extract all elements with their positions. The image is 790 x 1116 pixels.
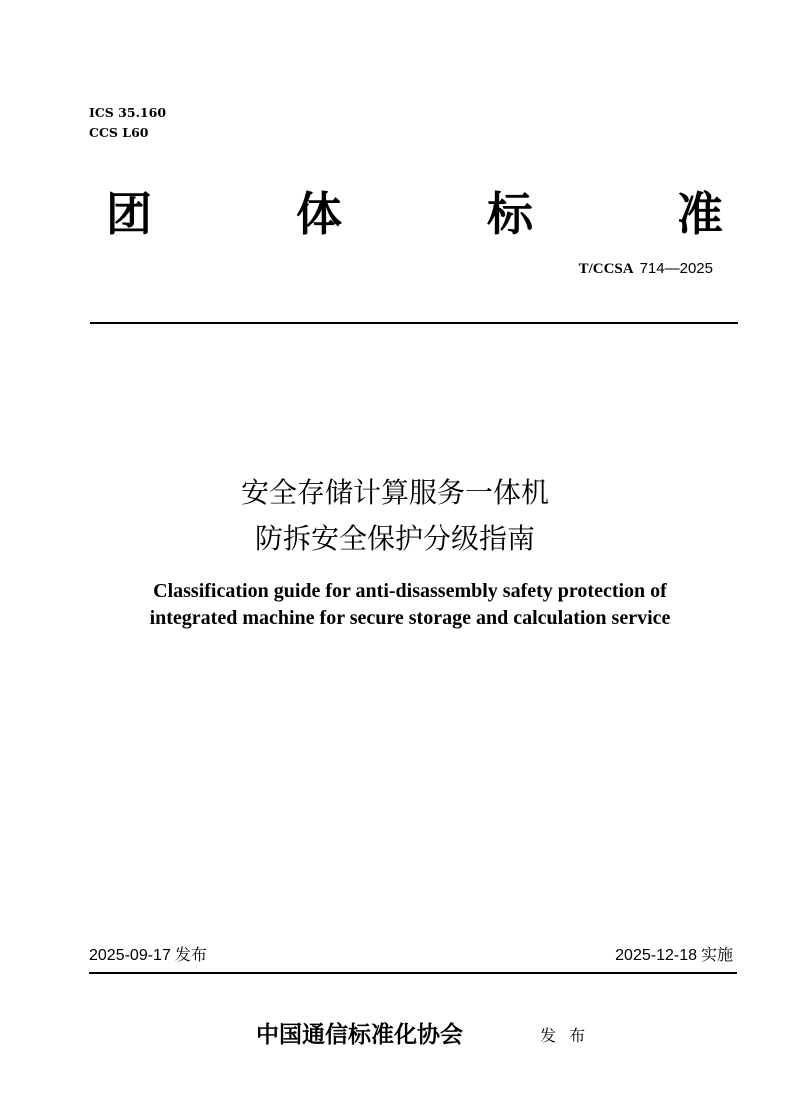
classification-codes <box>89 103 166 143</box>
implement-date-value: 2025-12-18 <box>615 947 697 964</box>
publisher-label: 发 布 <box>540 1026 590 1045</box>
title-en-line-1: Classification guide for anti-disassembly safety protection of <box>153 580 667 602</box>
standard-type-char-4: 准 <box>677 187 723 241</box>
standard-type-char-2: 体 <box>296 187 342 241</box>
title-chinese <box>0 470 790 562</box>
top-divider <box>90 322 738 324</box>
title-english <box>0 578 790 632</box>
standard-code-number: 714—2025 <box>639 260 713 277</box>
ccs-code: CCS L60 <box>89 125 149 140</box>
title-en-line-2: integrated machine for secure storage and calculation service <box>149 607 671 629</box>
standard-type-char-1: 团 <box>106 187 152 241</box>
bottom-divider <box>89 972 737 974</box>
standard-code <box>579 258 713 280</box>
title-zh-line-2: 防拆安全保护分级指南 <box>254 522 535 555</box>
standard-code-prefix: T/CCSA <box>578 261 634 277</box>
standard-type-char-3: 标 <box>487 187 533 241</box>
release-date-value: 2025-09-17 <box>89 947 171 964</box>
publisher-organization: 中国通信标准化协会 <box>256 1021 463 1048</box>
release-date-label: 发布 <box>174 945 207 964</box>
release-date <box>89 944 207 967</box>
ics-code: ICS 35.160 <box>89 105 167 120</box>
implement-date-label: 实施 <box>700 945 733 964</box>
implement-date <box>615 944 733 967</box>
title-zh-line-1: 安全存储计算服务一体机 <box>240 476 549 509</box>
